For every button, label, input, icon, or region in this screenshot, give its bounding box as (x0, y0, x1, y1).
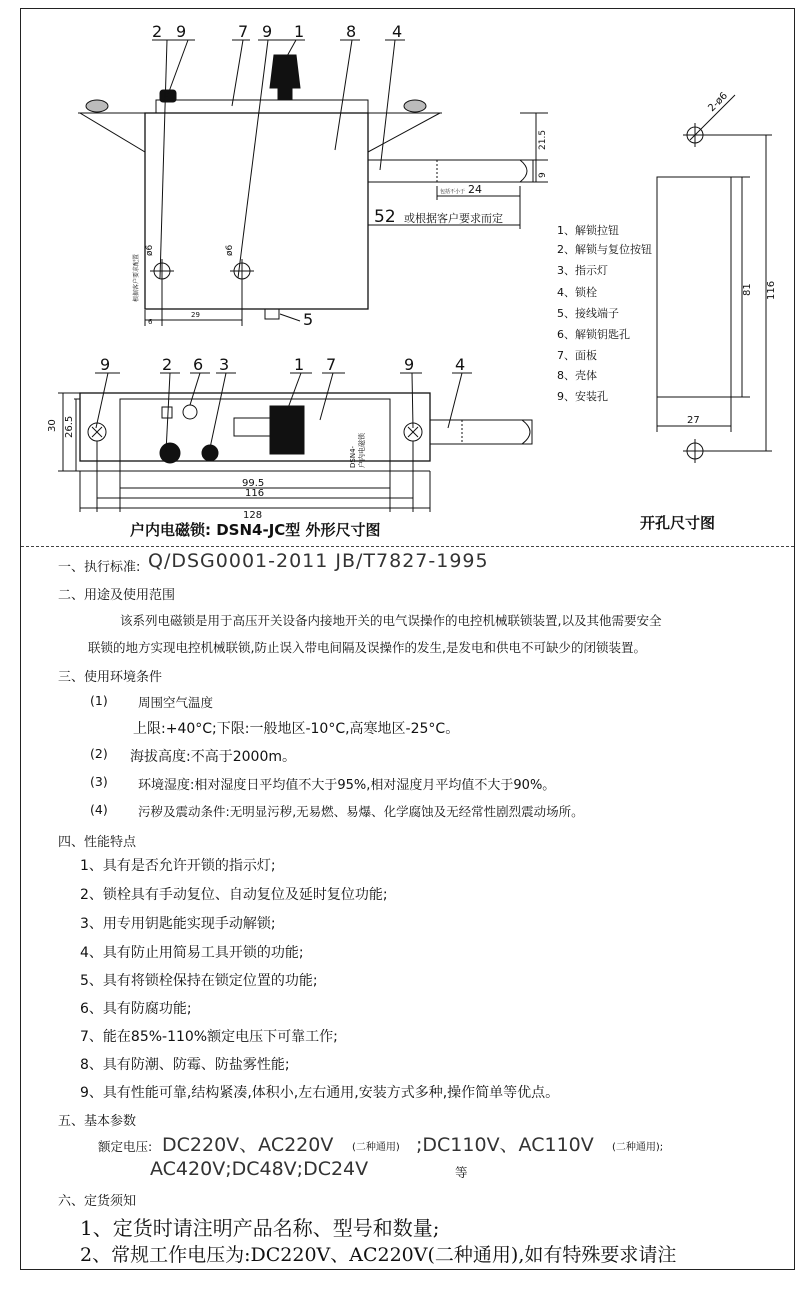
plan-view (58, 373, 532, 512)
callout-8-top: 8 (346, 22, 357, 41)
knob-slot (234, 418, 270, 436)
param-note2: (二种通用); (612, 1142, 664, 1153)
legend-item: 2、解锁与复位按钮 (557, 243, 652, 256)
plan-outline (80, 393, 430, 461)
spec-s2-label: 二、用途及使用范围 (58, 588, 176, 603)
housing-body (145, 113, 368, 309)
legend-item: 9、安装孔 (557, 390, 608, 403)
plate-text-2: 户内电磁锁 (358, 433, 366, 468)
callout-7-top: 7 (238, 22, 249, 41)
env2-text: 海拔高度:不高于2000m。 (130, 749, 296, 765)
callout-9b-top: 9 (262, 22, 273, 41)
cutout-view (657, 95, 772, 463)
spec-s2-line2: 联锁的地方实现电控机械联锁,防止误入带电间隔及误操作的发生,是发电和供电不可缺少的闭锁装置。 (88, 640, 646, 655)
mount-screw-right (404, 100, 426, 112)
callout-9b-plan: 9 (404, 355, 415, 374)
order-note-2: 2、常规工作电压为:DC220V、AC220V(二种通用),如有特殊要求请注 (80, 1244, 677, 1266)
feature-item: 4、具有防止用简易工具开锁的功能; (80, 945, 304, 961)
dim-21-5: 21.5 (538, 129, 548, 150)
spec-s2-line1: 该系列电磁锁是用于高压开关设备内接地开关的电气误操作的电控机械联锁装置,以及其他需要安全 (120, 613, 662, 628)
release-pull-knob (270, 55, 300, 88)
technical-drawing (0, 0, 800, 545)
env1-title: 周围空气温度 (138, 695, 214, 710)
section-divider (21, 546, 794, 547)
dim-24-note: 包括不小于 (440, 189, 466, 195)
feature-item: 1、具有是否允许开锁的指示灯; (80, 858, 276, 874)
callout-2-top: 2 (152, 22, 163, 41)
dim-30: 30 (47, 419, 58, 432)
param-label: 额定电压: (98, 1139, 153, 1154)
callout-9-plan: 9 (100, 355, 111, 374)
cutout-2-d6: 2-ø6 (706, 90, 730, 115)
param-line1: DC220V、AC220V (162, 1134, 334, 1156)
legend-item: 5、接线端子 (557, 307, 619, 320)
feature-item: 8、具有防潮、防霉、防盐雾性能; (80, 1057, 290, 1073)
dim-24: 24 (468, 183, 482, 196)
panel-plate (156, 100, 368, 113)
spec-s1-label: 一、执行标准: (58, 560, 141, 575)
callout-3-plan: 3 (219, 355, 230, 374)
env1-detail: 上限:+40°C;下限:一般地区-10°C,高寒地区-25°C。 (133, 721, 460, 737)
dim-29: 29 (191, 311, 200, 319)
legend-item: 6、解锁钥匙孔 (557, 328, 630, 341)
feature-item: 3、用专用钥匙能实现手动解锁; (80, 916, 276, 932)
spec-s6-label: 六、定货须知 (58, 1194, 137, 1209)
dim-99-5: 99.5 (242, 478, 265, 489)
terminal (265, 309, 279, 319)
dim-6: 6 (148, 318, 153, 326)
cutout-rect (657, 177, 731, 397)
callout-1-top: 1 (294, 22, 305, 41)
dim-52: 52 (374, 207, 396, 227)
legend-item: 1、解锁拉钮 (557, 224, 619, 237)
order-note-1: 1、定货时请注明产品名称、型号和数量; (80, 1216, 440, 1240)
key-hole (183, 405, 197, 419)
callout-4-top: 4 (392, 22, 403, 41)
legend-item: 7、面板 (557, 349, 597, 362)
plate-text-1: DSN4- (349, 445, 357, 468)
callout-6-plan: 6 (193, 355, 204, 374)
env4-no: (4) (90, 802, 108, 817)
dim-26-5: 26.5 (64, 415, 75, 438)
plan-button (160, 443, 180, 463)
dim-128: 128 (243, 510, 263, 521)
callout-9-top: 9 (176, 22, 187, 41)
spec-s4-label: 四、性能特点 (58, 835, 137, 850)
env1-no: (1) (90, 693, 108, 708)
dim-52-note: 或根据客户要求而定 (404, 212, 503, 225)
legend-item: 8、壳体 (557, 369, 597, 382)
param-note1: (二种通用) (352, 1142, 400, 1153)
env3-no: (3) (90, 774, 108, 789)
cutout-27: 27 (687, 415, 700, 426)
spec-s3-label: 三、使用环境条件 (58, 670, 163, 685)
env3-text: 环境湿度:相对湿度日平均值不大于95%,相对湿度月平均值不大于90%。 (138, 778, 556, 793)
env4-text: 污秽及震动条件:无明显污秽,无易燃、易爆、化学腐蚀及无经常性剧烈震动场所。 (138, 804, 584, 819)
spec-s1-value: Q/DSG0001-2011 JB/T7827-1995 (148, 550, 489, 572)
param-line2: AC420V;DC48V;DC24V (150, 1158, 369, 1180)
dim-9: 9 (538, 172, 548, 178)
callout-2-plan: 2 (162, 355, 173, 374)
reset-button (160, 90, 176, 102)
feature-item: 6、具有防腐功能; (80, 1001, 192, 1017)
cutout-title: 开孔尺寸图 (640, 514, 716, 532)
cutout-81: 81 (742, 283, 753, 296)
cutout-116: 116 (766, 280, 777, 300)
side-note: 根据客户要求配置 (133, 253, 140, 302)
spec-s5-label: 五、基本参数 (58, 1114, 137, 1129)
lock-bolt (368, 160, 533, 182)
hole-d6-b: ø6 (225, 244, 235, 256)
feature-item: 5、具有将锁栓保持在锁定位置的功能; (80, 973, 318, 989)
feature-item: 7、能在85%-110%额定电压下可靠工作; (80, 1029, 338, 1045)
plan-knob (270, 406, 304, 454)
callout-4-plan: 4 (455, 355, 466, 374)
feature-item: 2、锁栓具有手动复位、自动复位及延时复位功能; (80, 887, 388, 903)
drawing-title: 户内电磁锁: DSN4-JC型 外形尺寸图 (130, 521, 381, 539)
mount-screw-left (86, 100, 108, 112)
dim-116: 116 (245, 488, 265, 499)
param-end: 等 (455, 1165, 468, 1180)
callout-7-plan: 7 (326, 355, 337, 374)
env2-no: (2) (90, 746, 108, 761)
callout-1-plan: 1 (294, 355, 305, 374)
legend-item: 4、锁栓 (557, 286, 597, 299)
feature-item: 9、具有性能可靠,结构紧凑,体积小,左右通用,安装方式多种,操作简单等优点。 (80, 1085, 560, 1101)
callout-5: 5 (303, 310, 314, 329)
plan-bolt (430, 420, 532, 444)
hole-d6-a: ø6 (145, 244, 155, 256)
param-line1b: ;DC110V、AC110V (416, 1134, 594, 1156)
legend-item: 3、指示灯 (557, 264, 608, 277)
